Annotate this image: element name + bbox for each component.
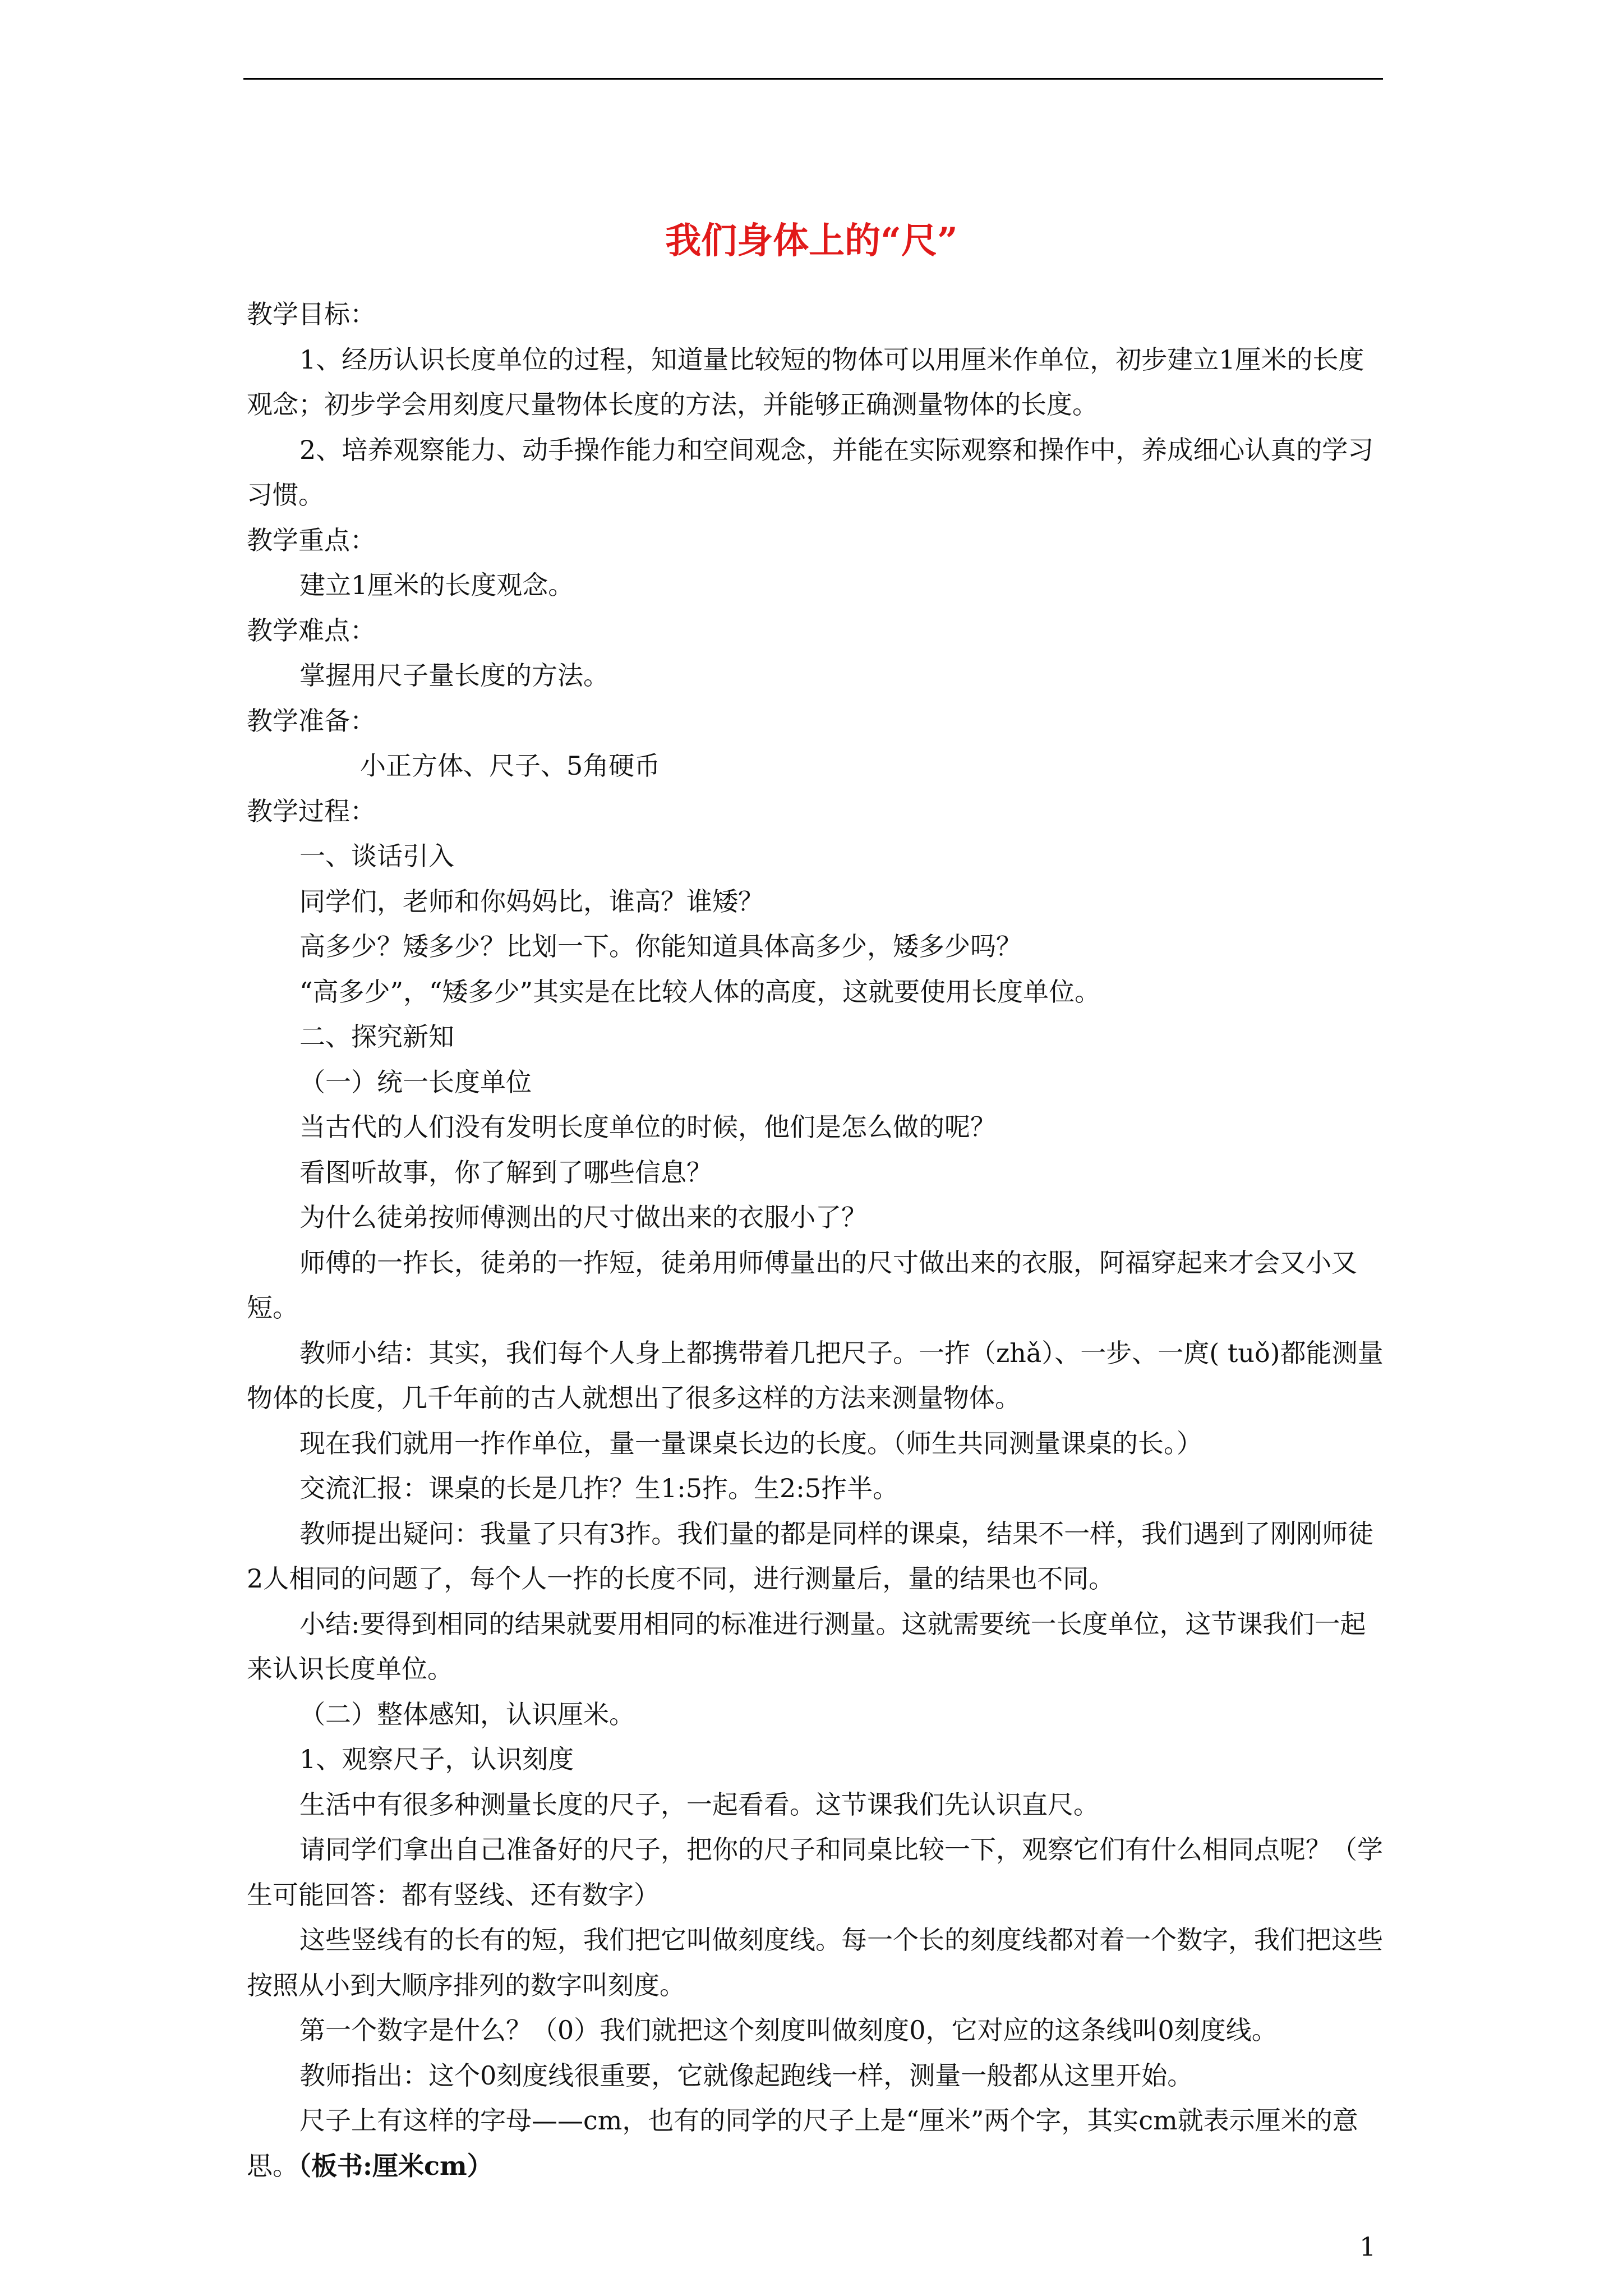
goal-2: 2、培养观察能力、动手操作能力和空间观念，并能在实际观察和操作中，养成细心认真的学习习惯。 <box>247 434 1374 510</box>
paragraph: 小结:要得到相同的结果就要用相同的标准进行测量。这就需要统一长度单位，这节课我们一起来认识长度单位。 <box>247 1608 1366 1684</box>
paragraph: 教师小结：其实，我们每个人身上都携带着几把尺子。一拃（zhǎ）、一步、一庹( tuǒ)都能测量物体的长度，几千年前的古人就想出了很多这样的方法来测量物体。 <box>247 1337 1384 1413</box>
difficulty-text: 掌握用尺子量长度的方法。 <box>299 660 609 691</box>
section-heading: 一、谈话引入 <box>299 841 454 871</box>
paragraph: 教师指出：这个0刻度线很重要，它就像起跑线一样，测量一般都从这里开始。 <box>299 2060 1193 2091</box>
paragraph: 现在我们就用一拃作单位，量一量课桌长边的长度。（师生共同测量课桌的长。） <box>299 1428 1202 1458</box>
paragraph: 师傅的一拃长，徒弟的一拃短，徒弟用师傅量出的尺寸做出来的衣服，阿福穿起来才会又小又短。 <box>247 1247 1357 1323</box>
header-rule <box>243 78 1383 80</box>
page-number: 1 <box>1359 2231 1376 2262</box>
paragraph: 这些竖线有的长有的短，我们把它叫做刻度线。每一个长的刻度线都对着一个数字，我们把这些按照从小到大顺序排列的数字叫刻度。 <box>247 1925 1383 2000</box>
difficulty-heading: 教学难点： <box>247 615 376 646</box>
paragraph: 教师提出疑问：我量了只有3拃。我们量的都是同样的课桌，结果不一样，我们遇到了刚刚师徒2人相同的问题了，每个人一拃的长度不同，进行测量后，量的结果也不同。 <box>247 1518 1374 1594</box>
key-heading: 教学重点： <box>247 524 376 555</box>
subsection-heading: （一）统一长度单位 <box>299 1066 532 1097</box>
paragraph: 请同学们拿出自己准备好的尺子，把你的尺子和同桌比较一下，观察它们有什么相同点呢？（学生可能回答：都有竖线、还有数字） <box>247 1834 1383 1910</box>
document-title: 我们身体上的“尺” <box>665 220 958 262</box>
paragraph: 第一个数字是什么？（0）我们就把这个刻度叫做刻度0，它对应的这条线叫0刻度线。 <box>299 2015 1278 2045</box>
paragraph: 生活中有很多种测量长度的尺子，一起看看。这节课我们先认识直尺。 <box>299 1789 1099 1820</box>
paragraph: 高多少？矮多少？比划一下。你能知道具体高多少，矮多少吗？ <box>299 931 1022 961</box>
paragraph-text: 尺子上有这样的字母——cm，也有的同学的尺子上是“厘米”两个字，其实cm就表示厘米的意思。 <box>247 2105 1358 2181</box>
paragraph <box>247 2098 1385 2188</box>
paragraph: 同学们，老师和你妈妈比，谁高？谁矮？ <box>299 886 764 917</box>
process-heading: 教学过程： <box>247 795 376 826</box>
key-text: 建立1厘米的长度观念。 <box>299 570 574 600</box>
document-body <box>247 292 1385 2188</box>
section-heading: 二、探究新知 <box>299 1022 454 1052</box>
paragraph: 当古代的人们没有发明长度单位的时候，他们是怎么做的呢？ <box>299 1112 996 1142</box>
subsection-heading: （二）整体感知，认识厘米。 <box>299 1699 635 1729</box>
paragraph: 交流汇报：课桌的长是几拃？生1:5拃。生2:5拃半。 <box>299 1473 899 1503</box>
prep-text: 小正方体、尺子、5角硬币 <box>360 751 661 781</box>
board-note: （板书:厘米cm） <box>298 2150 493 2181</box>
paragraph: 看图听故事，你了解到了哪些信息？ <box>299 1157 712 1188</box>
paragraph: 为什么徒弟按师傅测出的尺寸做出来的衣服小了？ <box>299 1202 867 1232</box>
paragraph: “高多少”，“矮多少”其实是在比较人体的高度，这就要使用长度单位。 <box>299 976 1101 1007</box>
goals-heading: 教学目标： <box>247 299 376 329</box>
goal-1: 1、经历认识长度单位的过程，知道量比较短的物体可以用厘米作单位，初步建立1厘米的长度观念；初步学会用刻度尺量物体长度的方法，并能够正确测量物体的长度。 <box>247 344 1364 420</box>
subsection-heading: 1、观察尺子，认识刻度 <box>299 1744 574 1774</box>
prep-heading: 教学准备： <box>247 705 376 736</box>
